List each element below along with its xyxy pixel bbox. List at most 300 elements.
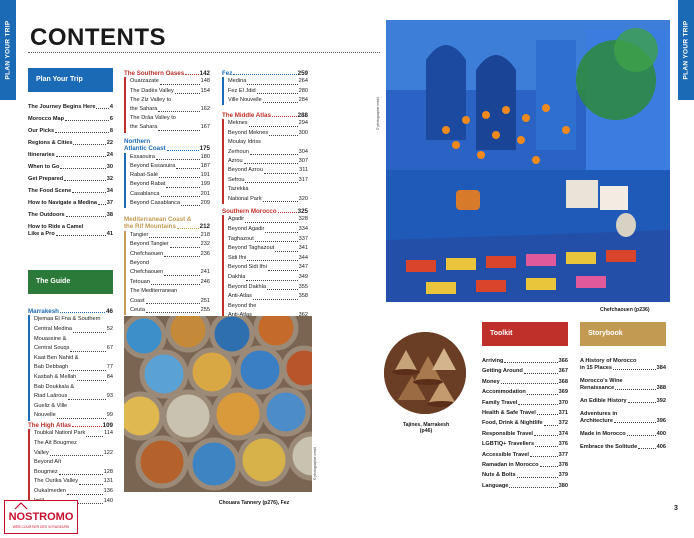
tajines-caption-line-2: (p46) (419, 428, 433, 434)
storybook-item-leader (615, 385, 655, 390)
guide-entry-title: Beyond Sidi Ifni (228, 264, 267, 271)
toolkit-item-leader (501, 377, 558, 384)
guide-block-head-leader (60, 308, 105, 313)
guide-entry-leader (257, 87, 298, 94)
guide-entry-page: 304 (298, 148, 308, 155)
guide-entry-leader (249, 119, 298, 126)
toolkit-item-title: Accommodation (482, 389, 526, 396)
guide-entry-title: Riad Laârous (34, 393, 68, 400)
guide-entry-title: Beyond (130, 260, 149, 267)
guide-entry-page: 201 (200, 190, 210, 197)
storybook-item-page: 396 (656, 418, 666, 424)
guide-entry-title: Tangier (130, 231, 149, 238)
toolkit-section-label: Toolkit (490, 330, 513, 337)
guide-entry-leader (158, 105, 199, 112)
guide-block-head-line (28, 422, 113, 429)
guide-entry-page: 122 (103, 449, 113, 456)
guide-entry-title: Beyond Meknes (228, 129, 269, 136)
plan-item-line (28, 128, 113, 135)
guide-entry-leader (68, 392, 105, 400)
guide-entry-leader (263, 195, 298, 202)
guide-entry-title: The Mediterranean (130, 288, 178, 295)
toolkit-item (482, 418, 568, 428)
guide-entry-page: 300 (298, 129, 308, 136)
plan-item-leader (64, 176, 106, 181)
guide-entry-leader (73, 325, 106, 333)
toolkit-item-page: 374 (558, 430, 568, 437)
guide-entry (34, 487, 113, 497)
storybook-item-title: Renaissance (580, 385, 615, 391)
guide-entry (130, 278, 210, 287)
toolkit-item-leader (504, 356, 557, 363)
guide-entry (130, 105, 210, 114)
guide-entry-leader (244, 157, 298, 164)
tannery-photo (124, 316, 312, 492)
storybook-item-leader (638, 444, 655, 449)
guide-entry (34, 344, 113, 354)
toolkit-item (482, 408, 568, 418)
plan-item (28, 176, 113, 183)
guide-entry-title: Dakhla (228, 273, 246, 280)
guide-entry-title: The Dadès Valley (130, 87, 174, 94)
guide-entry-title: Meknes (228, 120, 248, 127)
guide-entry (130, 96, 210, 105)
plan-section-label: Plan Your Trip (36, 76, 83, 83)
plan-item-line (28, 188, 113, 195)
toolkit-item-title: Getting Around (482, 368, 523, 375)
plan-item-page: 6 (109, 116, 113, 122)
plan-item-leader (66, 212, 106, 217)
storybook-item-title: Morocco's Wine (580, 378, 623, 384)
guide-block-head-title: the Rif Mountains (124, 223, 176, 231)
guide-entry (228, 166, 308, 175)
guide-entry-leader (50, 449, 103, 457)
guide-entry-title: Tetouan (130, 278, 150, 285)
plan-item-title: The Food Scene (28, 188, 72, 194)
storybook-section-header (580, 322, 666, 346)
toolkit-item (482, 366, 568, 376)
guide-block-head-title: The Southern Oases (124, 70, 185, 77)
toolkit-item-leader (527, 387, 558, 394)
guide-block-body (222, 77, 308, 105)
storybook-item-leader (613, 365, 656, 370)
plan-item (28, 104, 113, 111)
guide-entry-leader (247, 254, 297, 262)
guide-entry (34, 458, 113, 468)
toolkit-item-title: Ramadan in Morocco (482, 462, 539, 469)
guide-entry-title: Taghazout (228, 235, 254, 242)
guide-entry (228, 176, 308, 185)
tajines-caption (388, 422, 464, 434)
guide-entry-title: Chefchaouen (130, 250, 164, 257)
guide-entry-title: Beyond Rabat (130, 181, 166, 188)
storybook-item-line (580, 385, 666, 392)
guide-entry-page: 180 (200, 153, 210, 160)
guide-entry-leader (77, 373, 105, 381)
guide-block-head-page: 46 (106, 308, 113, 315)
guide-entry-title: Beyond Dakhla (228, 283, 266, 290)
guide-block-head-page: 288 (297, 112, 308, 119)
guide-entry-page: 52 (106, 326, 113, 332)
plan-item-line (28, 140, 113, 147)
guide-block-head (28, 308, 113, 315)
storybook-item (580, 398, 666, 405)
guide-entry-page: 328 (298, 216, 308, 223)
guide-entry-title: Sidi Ifni (228, 254, 247, 261)
toolkit-item-title: Accessible Travel (482, 451, 529, 458)
storybook-item-title: Made in Morocco (580, 431, 626, 437)
guide-entry-title: Ville Nouvelle (228, 96, 262, 103)
toolkit-item-title: Responsible Travel (482, 430, 533, 437)
guide-entry-page: 251 (200, 297, 210, 304)
guide-entry-title: Beyond Taghazout (228, 245, 275, 252)
plan-item-page: 38 (106, 212, 113, 218)
guide-entry-leader (70, 344, 105, 352)
guide-block-head (222, 112, 308, 119)
guide-entry-page: 337 (298, 235, 308, 242)
plan-item (28, 128, 113, 135)
svg-text:NOSTROMO: NOSTROMO (8, 511, 74, 523)
guide-entry (130, 114, 210, 123)
plan-item-line (28, 116, 113, 123)
plan-item-leader (98, 200, 106, 205)
guide-entry-title: Azrou (228, 158, 243, 165)
guide-entry-leader (164, 268, 199, 275)
guide-entry-leader (146, 297, 200, 304)
guide-entry-title: Kasbah & Mellah (34, 373, 77, 380)
title-rule (28, 52, 380, 53)
guide-block-head-page: 325 (297, 208, 308, 215)
guide-block-head-title: The High Atlas (28, 422, 72, 429)
storybook-item-line (580, 365, 666, 372)
guide-block-head-line (222, 70, 308, 77)
guide-entry-title: the Sahara (130, 106, 158, 113)
guide-block-bar (28, 429, 30, 506)
storybook-item-title: A History of Morocco (580, 358, 637, 364)
guide-entry (228, 129, 308, 138)
nostromo-logo-graphic (5, 501, 77, 533)
storybook-item-line (580, 444, 666, 451)
toolkit-item-title: Nuts & Bolts (482, 472, 516, 479)
guide-block-head-line (222, 112, 308, 119)
guide-entry-title: Toubkal Nationl Park (34, 430, 86, 437)
plan-item-leader (96, 104, 108, 109)
guide-entry-leader (151, 278, 200, 285)
toolkit-item-leader (535, 439, 558, 446)
guide-entry-page: 307 (298, 158, 308, 165)
guide-entry-page: 77 (106, 364, 113, 371)
guide-entry (130, 268, 210, 277)
guide-entry-leader (161, 190, 200, 197)
guide-entry-page: 136 (103, 487, 113, 494)
guide-block-body (124, 77, 210, 132)
guide-entry-title: Central Souqs (34, 345, 70, 352)
guide-entry (34, 325, 113, 335)
guide-entry-title: Nouvelle (34, 412, 56, 419)
guide-entry (228, 195, 308, 204)
plan-item-leader (60, 164, 105, 169)
guide-entry-page: 311 (299, 167, 308, 174)
storybook-item-page: 406 (656, 444, 666, 450)
guide-entry (228, 225, 308, 235)
guide-entry (130, 190, 210, 199)
plan-item-title: When to Go (28, 164, 60, 170)
guide-entry-page: 334 (298, 226, 308, 232)
storybook-item-page: 388 (656, 385, 666, 391)
guide-entry-page: 236 (200, 250, 210, 257)
tajines-photo (384, 332, 466, 414)
guide-entry (130, 306, 210, 315)
guide-entry (228, 254, 308, 264)
guide-entry (228, 157, 308, 166)
guide-block-head-line: Northern (124, 138, 151, 145)
guide-entry-leader (245, 176, 297, 183)
guide-section-label: The Guide (36, 278, 71, 285)
guide-entry (34, 315, 113, 325)
guide-block-head-line (222, 208, 308, 215)
guide-entry-page: 218 (200, 231, 210, 238)
plan-section-header (28, 68, 113, 92)
guide-entry-title: The Aït Bougmez (34, 440, 77, 446)
guide-block-bar (124, 77, 126, 132)
toolkit-item (482, 460, 568, 470)
storybook-item-page: 400 (656, 431, 666, 437)
guide-block-fez (222, 70, 308, 105)
guide-block-bar (124, 231, 126, 316)
guide-entry (228, 119, 308, 128)
plan-item-page: 41 (106, 231, 113, 237)
guide-block-marrakesh (28, 308, 113, 421)
toolkit-item-page: 372 (558, 420, 568, 427)
guide-entry-title: Bab Debbagh (34, 364, 69, 371)
guide-entry-title: Gueliz & Ville (34, 402, 68, 409)
guide-entry (130, 199, 210, 208)
guide-entry (34, 335, 113, 345)
side-tab-left-label: PLAN YOUR TRIP (4, 20, 12, 80)
photo-credit-2: © photographer credit (313, 447, 317, 480)
guide-entry (228, 302, 308, 312)
guide-entry (130, 87, 210, 96)
storybook-item-line (580, 398, 666, 405)
guide-entry-page: 317 (298, 176, 308, 183)
guide-entry (34, 411, 113, 421)
guide-entry (228, 77, 308, 86)
plan-item-title: The Journey Begins Here (28, 104, 96, 110)
toolkit-item (482, 356, 568, 366)
guide-entry-title: Zerhoun (228, 148, 249, 155)
guide-block-head-leader (233, 70, 296, 75)
guide-entry (130, 297, 210, 306)
toolkit-item-page: 376 (558, 441, 568, 448)
guide-entry (34, 354, 113, 364)
plan-item-title: Regions & Cities (28, 140, 73, 146)
chefchaouen-photo (386, 20, 670, 302)
guide-entry-title: Anti-Atlas (228, 293, 252, 300)
guide-entry-title: Sefrou (228, 176, 245, 183)
guide-entry-title: The Drâa Valley to (130, 115, 176, 122)
plan-item-page: 8 (109, 128, 113, 134)
guide-entry (228, 244, 308, 254)
toolkit-item (482, 470, 568, 480)
guide-block-bar (222, 215, 224, 321)
guide-entry-title: Casablanca (130, 190, 160, 197)
guide-entry-page: 140 (103, 497, 113, 504)
guide-entry (34, 439, 113, 449)
guide-entry-page: 162 (200, 106, 210, 113)
guide-entry-leader (166, 180, 199, 187)
guide-entry-title: Chefchaouen (130, 269, 164, 276)
toolkit-item-title: LGBTIQ+ Travellers (482, 441, 535, 448)
storybook-list (580, 358, 666, 457)
plan-item-line (28, 212, 113, 219)
toolkit-item-leader (524, 366, 558, 373)
guide-entry-leader (245, 215, 297, 223)
toolkit-item (482, 387, 568, 397)
guide-block-head-leader (278, 208, 297, 213)
plan-item-page: 22 (106, 140, 113, 146)
guide-block-body (28, 315, 113, 421)
guide-entry-title: Djemaa El Fna & Southern (34, 316, 101, 323)
guide-entry-title: Oukaïmeden (34, 487, 67, 494)
guide-entry-title: Beyond Agadir (228, 226, 265, 232)
plan-item (28, 152, 113, 159)
guide-entry-leader (264, 166, 298, 173)
guide-entry-page: 128 (103, 468, 113, 475)
toolkit-item (482, 481, 568, 491)
guide-entry-page: 294 (298, 120, 308, 127)
guide-entry-page: 167 (200, 124, 210, 131)
guide-entry-page: 349 (298, 273, 308, 280)
guide-block-head (124, 216, 210, 231)
guide-entry-page: 93 (106, 393, 113, 400)
guide-entry-page: 284 (298, 96, 308, 103)
storybook-item-title: in 15 Places (580, 365, 613, 371)
guide-entry-page: 187 (200, 163, 210, 170)
plan-item-line (28, 231, 113, 238)
guide-block-atlantic (124, 138, 210, 208)
storybook-item-title: Adventures in (580, 411, 618, 417)
guide-entry-page: 341 (298, 245, 308, 252)
toolkit-section-header (482, 322, 568, 346)
guide-block-head-leader (72, 422, 102, 427)
photo-credit-1: © photographer credit (376, 97, 380, 130)
guide-entry-title: Ceuta (130, 307, 145, 314)
plan-item-page: 34 (106, 188, 113, 194)
guide-entry (228, 148, 308, 157)
guide-entry-leader (67, 487, 103, 495)
guide-block-head (28, 422, 113, 429)
guide-entry-title: Kaat Ben Nahid & (34, 354, 79, 361)
guide-block-head-title: Atlantic Coast (124, 145, 166, 153)
guide-entry-leader (181, 199, 200, 206)
guide-entry-page: 99 (106, 412, 113, 419)
guide-entry-leader (250, 148, 298, 155)
guide-entry (130, 180, 210, 189)
storybook-item (580, 411, 666, 425)
guide-block-head-leader (185, 70, 199, 75)
storybook-item-title: An Edible History (580, 398, 627, 404)
guide-entry-leader (158, 123, 199, 130)
guide-block-head-leader (272, 112, 297, 117)
plan-item-leader (55, 128, 109, 133)
guide-entry-leader (59, 468, 103, 476)
page-number: 3 (674, 505, 678, 512)
guide-entry-page: 84 (106, 373, 113, 380)
toolkit-item-title: Arriving (482, 358, 504, 364)
guide-entry-title: Coast (130, 297, 145, 304)
guide-block-head (222, 208, 308, 215)
toolkit-item (482, 377, 568, 387)
plan-item-title: How to Navigate a Medina (28, 200, 98, 206)
guide-entry-leader (164, 250, 199, 257)
guide-entry (34, 373, 113, 383)
toolkit-item-page: 366 (558, 358, 568, 364)
plan-item (28, 164, 113, 171)
plan-item (28, 200, 113, 207)
plan-item-title: How to Ride a Camel (28, 224, 84, 230)
guide-entry-title: Ouarzazate (130, 78, 159, 85)
guide-block-head-line (124, 70, 210, 77)
guide-entry-leader (246, 273, 297, 281)
guide-entry-page: 114 (104, 430, 113, 437)
toolkit-item-leader (540, 460, 558, 467)
guide-block-head (124, 138, 210, 153)
guide-block-head-line (124, 223, 210, 230)
guide-entry (228, 235, 308, 245)
guide-entry-page: 241 (200, 269, 210, 276)
guide-entry-title: Mouassine & (34, 335, 67, 342)
guide-entry-page: 344 (298, 254, 308, 261)
plan-item-line (28, 164, 113, 171)
toolkit-list (482, 356, 568, 491)
guide-entry-title: Moulay Idriss (228, 139, 261, 146)
plan-item-title: Our Picks (28, 128, 55, 134)
guide-block-bar (124, 153, 126, 208)
svg-text:WEB COURTIER DES VOYAGEURS: WEB COURTIER DES VOYAGEURS (12, 525, 70, 529)
toolkit-item-page: 379 (558, 472, 568, 479)
guide-entry (34, 383, 113, 393)
guide-section-header (28, 270, 113, 294)
guide-entry-page: 255 (200, 307, 210, 314)
guide-block-body (28, 429, 113, 506)
guide-entry (228, 96, 308, 105)
guide-entry-title: Beyond Tangier (130, 241, 169, 248)
toolkit-item-page: 368 (558, 378, 568, 385)
guide-entry-page: 264 (298, 78, 308, 85)
toolkit-item-leader (537, 408, 558, 415)
toolkit-item-title: Language (482, 482, 509, 489)
plan-item (28, 212, 113, 219)
toolkit-item-leader (517, 470, 558, 477)
guide-block-middle-atlas (222, 112, 308, 204)
guide-entry-title: National Park (228, 195, 262, 202)
guide-block-head-leader (167, 145, 199, 150)
guide-entry-title: Rabat-Salé (130, 172, 158, 179)
storybook-item (580, 358, 666, 372)
guide-block-head-title: Fez (222, 70, 233, 77)
guide-entry-title: Beyond Aït (34, 459, 62, 466)
guide-entry (228, 273, 308, 283)
chefchaouen-illustration (386, 20, 670, 302)
guide-entry-page: 347 (298, 264, 308, 271)
guide-entry (34, 363, 113, 373)
side-tab-right-label: PLAN YOUR TRIP (682, 20, 690, 80)
guide-entry-title: Bab Doukkala & (34, 383, 75, 390)
plan-item-leader (56, 231, 106, 236)
guide-block-head-line (28, 308, 113, 315)
guide-entry-leader (263, 96, 298, 103)
plan-item-title: Like a Pro (28, 231, 55, 237)
